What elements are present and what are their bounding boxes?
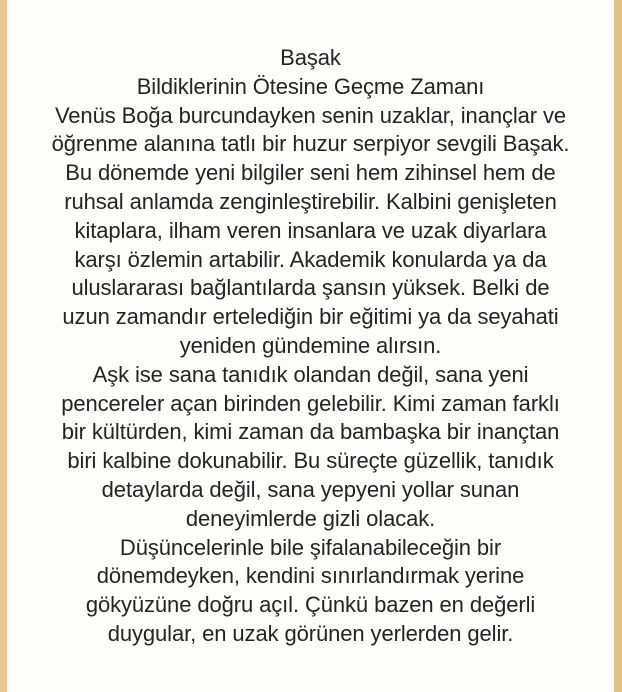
sign-title: Başak <box>280 45 341 70</box>
text-line: bir kültürden, kimi zaman da bambaşka bir inançtan <box>61 419 560 445</box>
text-line: Aşk ise sana tanıdık olandan değil, sana yeni <box>92 361 529 387</box>
text-line: Düşüncelerinle bile şifalanabileceğin bir <box>119 534 502 560</box>
text-line: uzun zamandır ertelediğin bir eğitimi ya da seyahati <box>62 304 559 330</box>
horoscope-card <box>7 0 614 692</box>
text-line: yeniden gündemine alırsın. <box>179 332 442 358</box>
text-line: dönemdeyken, kendini sınırlandırmak yerine <box>96 563 525 589</box>
text-line: kitaplara, ilham veren insanlara ve uzak diyarlara <box>74 217 547 243</box>
text-line: ruhsal anlamda zenginleştirebilir. Kalbini genişleten <box>64 188 557 214</box>
text-line: Bu dönemde yeni bilgiler seni hem zihinsel hem de <box>65 160 556 186</box>
text-line: duygular, en uzak görünen yerlerden gelir. <box>107 620 514 646</box>
text-line: detaylarda değil, sana yepyeni yollar sunan <box>101 476 520 502</box>
text-line: uluslararası bağlantılarda şansın yüksek. Belki de <box>71 275 550 301</box>
text-line: gökyüzüne doğru açıl. Çünkü bazen en değerli <box>85 592 536 618</box>
text-line: karşı özlemin artabilir. Akademik konularda ya da <box>74 246 547 272</box>
text-line: öğrenme alanına tatlı bir huzur serpiyor sevgili Başak. <box>51 131 570 157</box>
text-line: pencereler açan birinden gelebilir. Kimi zaman farklı <box>61 390 560 416</box>
text-line: Venüs Boğa burcundayken senin uzaklar, inançlar ve <box>54 102 567 128</box>
section-subtitle: Bildiklerinin Ötesine Geçme Zamanı <box>136 73 485 99</box>
text-line: deneyimlerde gizli olacak. <box>185 505 436 531</box>
horoscope-text <box>7 44 614 649</box>
text-line: biri kalbine dokunabilir. Bu süreçte güzellik, tanıdık <box>67 448 554 474</box>
